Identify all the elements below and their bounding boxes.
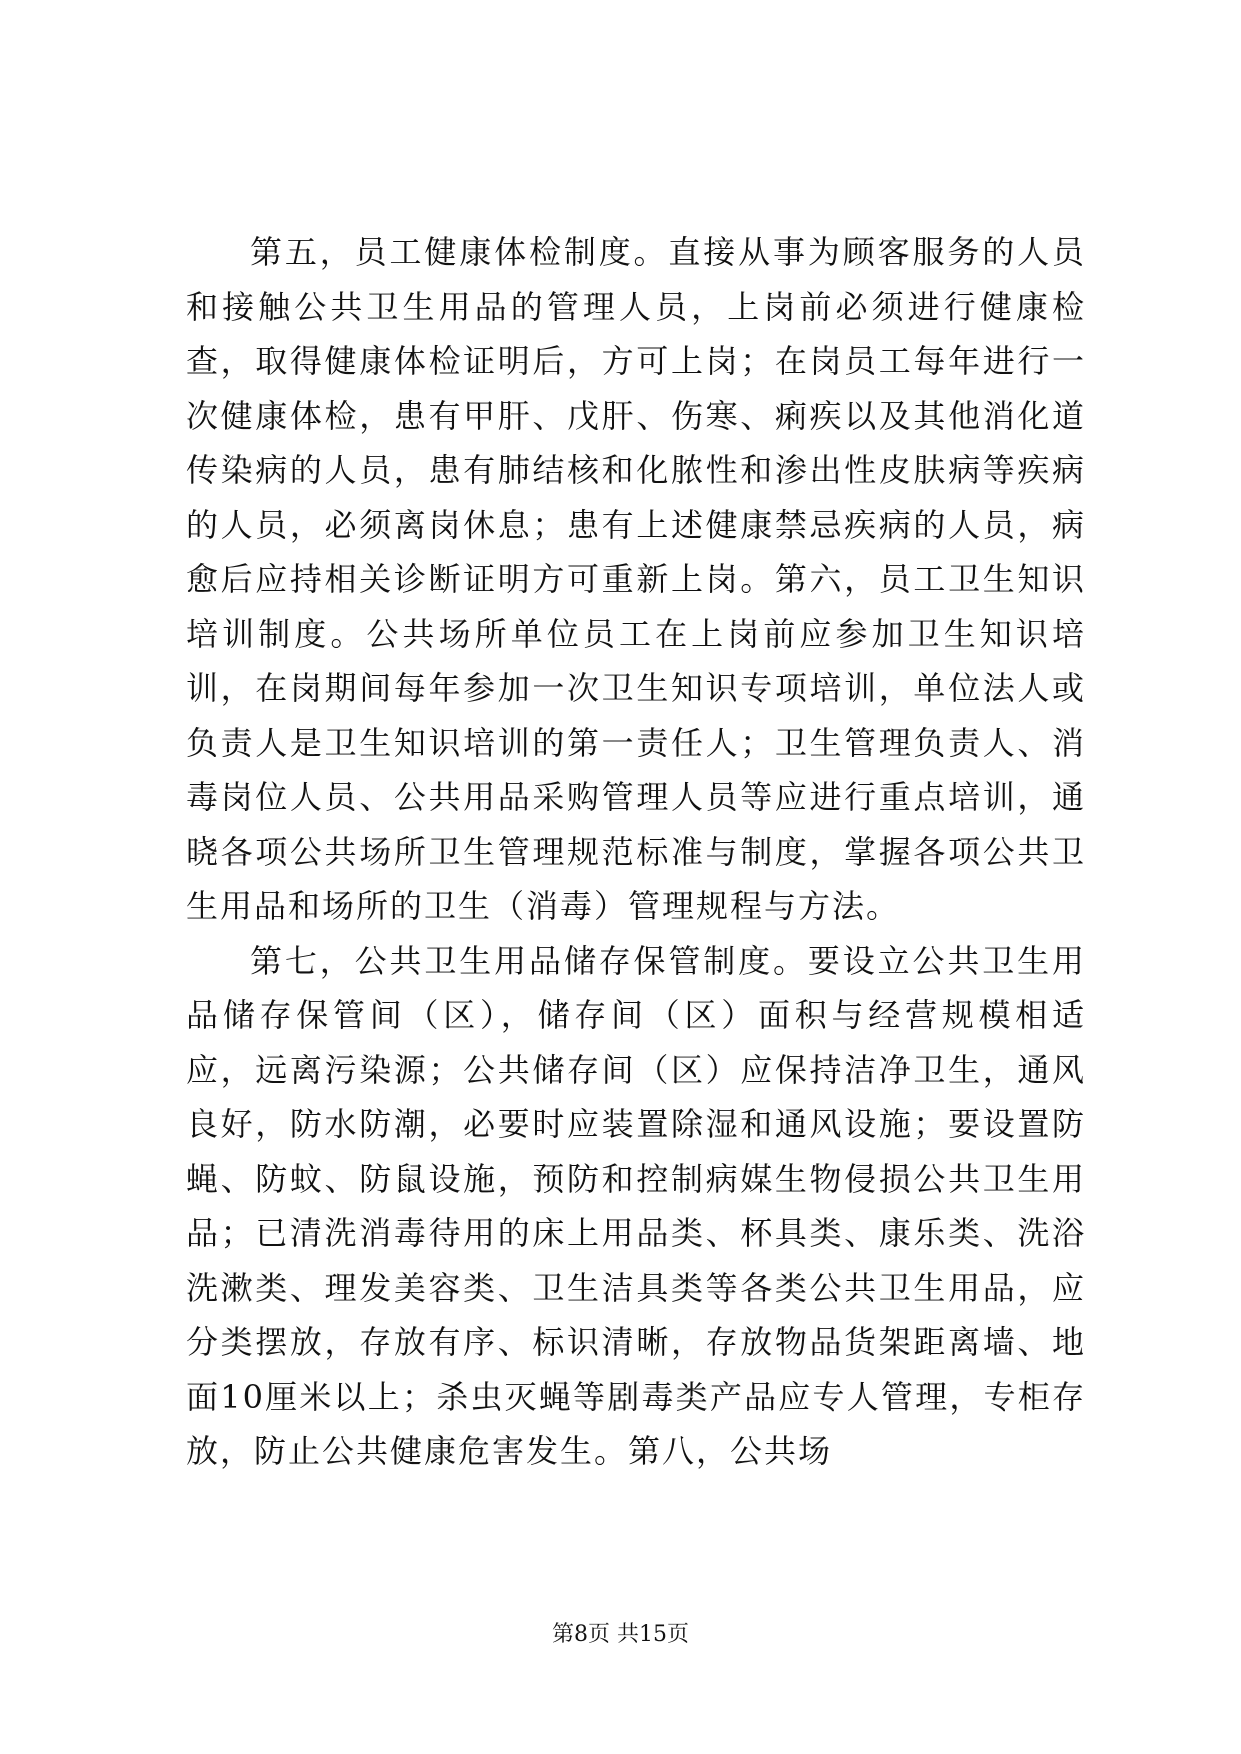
paragraph-section-5-6: 第五，员工健康体检制度。直接从事为顾客服务的人员和接触公共卫生用品的管理人员，上岗前必须进行健康检查，取得健康体检证明后，方可上岗；在岗员工每年进行一次健康体检，患有甲肝、戊肝、伤寒、痢疾以及其他消化道传染病的人员，患有肺结核和化脓性和渗出性皮肤病等疾病的人员，必须离岗休息；患有上述健康禁忌疾病的人员，病愈后应持相关诊断证明方可重新上岗。第六，员工卫生知识培训制度。公共场所单位员工在上岗前应参加卫生知识培训，在岗期间每年参加一次卫生知识专项培训，单位法人或负责人是卫生知识培训的第一责任人；卫生管理负责人、消毒岗位人员、公共用品采购管理人员等应进行重点培训，通晓各项公共场所卫生管理规范标准与制度，掌握各项公共卫生用品和场所的卫生（消毒）管理规程与方法。	[186, 233, 1086, 925]
page-footer	[0, 1620, 1241, 1650]
paragraph-section-7-8: 第七，公共卫生用品储存保管制度。要设立公共卫生用品储存保管间（区），储存间（区）面积与经营规模相适应，远离污染源；公共储存间（区）应保持洁净卫生，通风良好，防水防潮，必要时应装置除湿和通风设施；要设置防蝇、防蚊、防鼠设施，预防和控制病媒生物侵损公共卫生用品；已清洗消毒待用的床上用品类、杯具类、康乐类、洗浴洗漱类、理发美容类、卫生洁具类等各类公共卫生用品，应分类摆放，存放有序、标识清晰，存放物品货架距离墙、地面10厘米以上；杀虫灭蝇等剧毒类产品应专人管理，专柜存放，防止公共健康危害发生。第八，公共场	[186, 941, 1086, 1470]
page-number: 第8页 共15页	[552, 1622, 689, 1647]
document-body	[186, 225, 1086, 1479]
